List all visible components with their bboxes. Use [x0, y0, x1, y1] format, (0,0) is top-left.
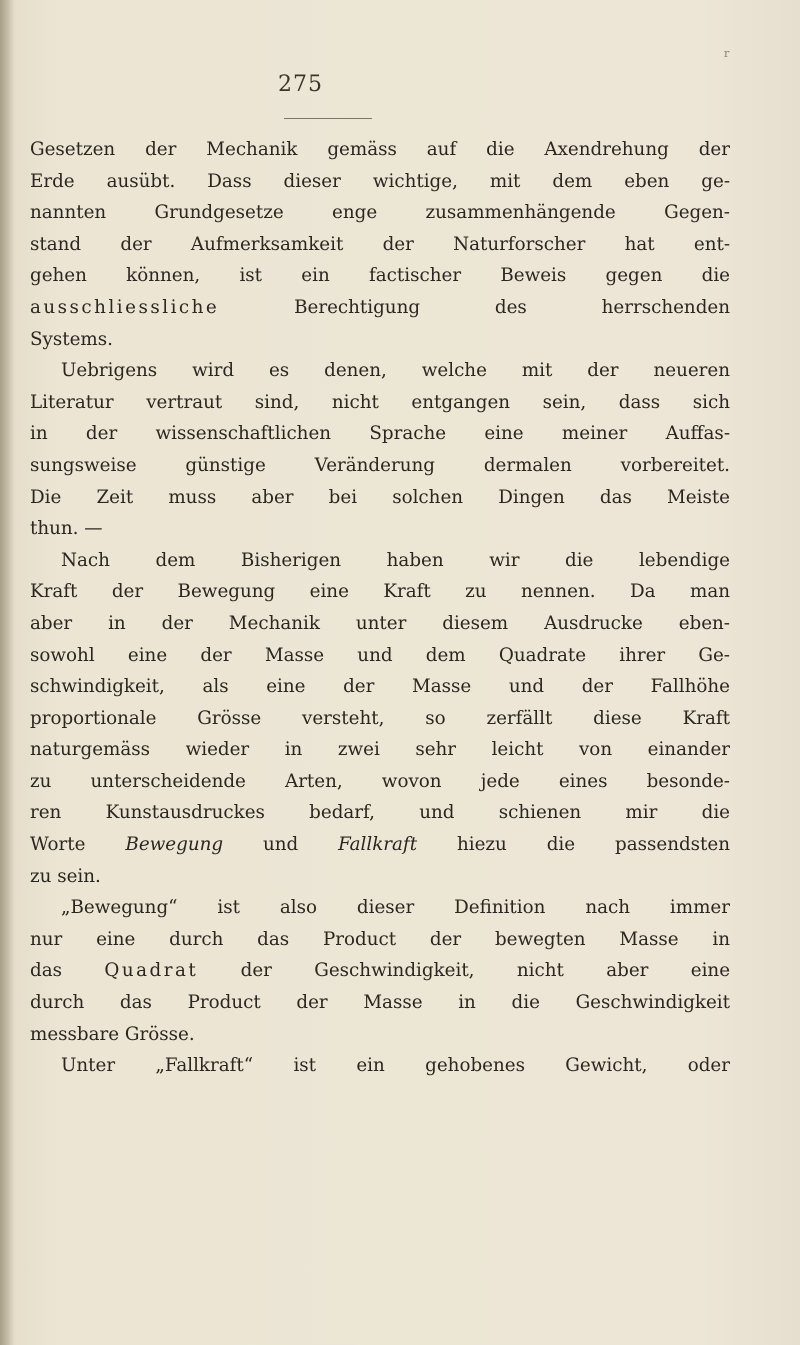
- paragraph-start-line: Unter „Fallkraft“ ist ein gehobenes Gewicht, oder: [61, 1055, 730, 1077]
- text-line: Gesetzen der Mechanik gemäss auf die Axendrehung der: [30, 139, 730, 160]
- text-segment: der Geschwindigkeit, nicht aber eine: [198, 960, 730, 982]
- text-line: [30, 955, 730, 987]
- italic-term-fallkraft: Fallkraft: [338, 834, 418, 856]
- corner-mark: r: [724, 47, 730, 60]
- text-segment: Berechtigung des herrschenden: [219, 296, 730, 318]
- text-line: Literatur vertraut sind, nicht entgangen sein, dass sich: [30, 391, 730, 413]
- binding-shadow: [0, 0, 14, 1345]
- text-line: zu unterscheidende Arten, wovon jede eines besonde-: [30, 770, 730, 792]
- text-segment: das: [30, 960, 105, 982]
- text-segment: Worte: [30, 834, 126, 856]
- text-line: durch das Product der Masse in die Geschwindigkeit: [30, 992, 730, 1014]
- text-line: nannten Grundgesetze enge zusammenhängende Gegen-: [30, 202, 730, 224]
- paragraph-start-line: „Bewegung“ ist also dieser Definition nach immer: [61, 897, 730, 919]
- text-line: sowohl eine der Masse und dem Quadrate ihrer Ge-: [30, 644, 730, 666]
- text-line: [30, 292, 730, 324]
- text-line: naturgemäss wieder in zwei sehr leicht von einander: [30, 739, 730, 761]
- text-line: Erde ausübt. Dass dieser wichtige, mit dem eben ge-: [30, 170, 730, 192]
- text-line: schwindigkeit, als eine der Masse und der Fallhöhe: [30, 676, 730, 698]
- text-line: thun. —: [30, 518, 103, 540]
- text-line: stand der Aufmerksamkeit der Naturforscher hat ent-: [30, 233, 730, 255]
- text-line: proportionale Grösse versteht, so zerfällt diese Kraft: [30, 707, 730, 729]
- text-line: [30, 829, 730, 861]
- paragraph-start-line: Nach dem Bisherigen haben wir die lebendige: [61, 549, 730, 571]
- text-line: nur eine durch das Product der bewegten Masse in: [30, 928, 730, 950]
- page-number: 275: [278, 72, 323, 97]
- italic-term-bewegung: Bewegung: [125, 834, 224, 856]
- body-text: [30, 134, 730, 1082]
- text-line: in der wissenschaftlichen Sprache eine meiner Auffas-: [30, 423, 730, 445]
- emphasized-text: Quadrat: [104, 960, 199, 982]
- text-line: Die Zeit muss aber bei solchen Dingen das Meiste: [30, 486, 730, 508]
- text-line: gehen können, ist ein factischer Beweis gegen die: [30, 265, 730, 287]
- emphasized-text: ausschliessliche: [30, 296, 220, 318]
- text-line: ren Kunstausdruckes bedarf, und schienen mir die: [30, 802, 730, 824]
- text-line: messbare Grösse.: [30, 1023, 195, 1045]
- text-line: sungsweise günstige Veränderung dermalen vorbereitet.: [30, 454, 730, 476]
- text-segment: hiezu die passendsten: [417, 834, 730, 856]
- text-line: Kraft der Bewegung eine Kraft zu nennen. Da man: [30, 581, 730, 603]
- text-line: aber in der Mechanik unter diesem Ausdrucke eben-: [30, 612, 730, 634]
- text-segment: und: [223, 834, 339, 856]
- paragraph-start-line: Uebrigens wird es denen, welche mit der neueren: [61, 360, 730, 382]
- text-line: Systems.: [30, 328, 113, 350]
- text-line: zu sein.: [30, 865, 101, 887]
- page-number-rule: [284, 118, 372, 119]
